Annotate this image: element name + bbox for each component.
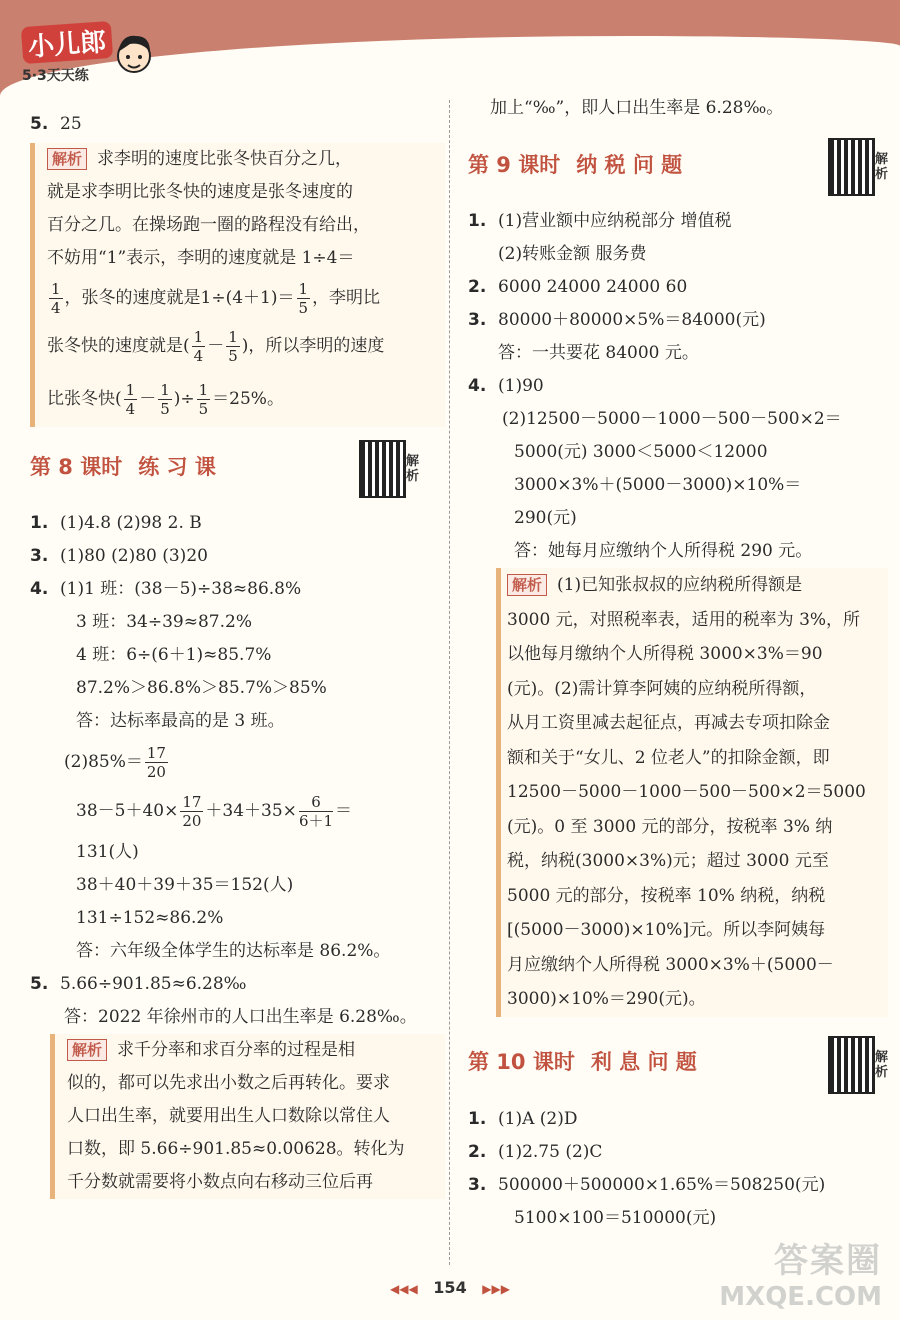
lesson-9-title bbox=[468, 133, 888, 197]
exp-line: (元)。0 至 3000 元的部分，按税率 3% 纳 bbox=[507, 816, 833, 837]
item-text: (1)80 (2)80 (3)20 bbox=[60, 546, 208, 566]
q4-explanation bbox=[496, 568, 888, 1017]
qr-code-icon[interactable] bbox=[361, 441, 419, 497]
brand bbox=[22, 24, 112, 85]
exp-line: (1)已知张叔叔的应纳税所得额是 bbox=[557, 575, 803, 595]
fraction: $\frac{1}{5}$ bbox=[228, 328, 238, 365]
exp-line: [(5000－3000)×10%]元。所以李阿姨每 bbox=[507, 920, 826, 940]
fraction: $\frac{1}{4}$ bbox=[193, 328, 204, 365]
explanation-tag: 解析 bbox=[507, 574, 547, 596]
item-text: (1)1 班：(38－5)÷38≈86.8% bbox=[60, 579, 302, 599]
exp-line: ，张冬的速度就是1÷(4＋1)＝ bbox=[64, 288, 295, 308]
item-number: 1. bbox=[468, 211, 487, 231]
answer-line: 87.2%＞86.8%＞85.7%＞85% bbox=[76, 678, 327, 698]
q5-answer: 25 bbox=[60, 114, 82, 134]
item-number: 2. bbox=[468, 1141, 487, 1162]
brand-subtitle: 5·3天天练 bbox=[22, 68, 89, 84]
left-column bbox=[30, 108, 445, 1199]
continued-line: 加上“‰”，即人口出生率是 6.28‰。 bbox=[490, 98, 784, 118]
lesson-number: 第 10 课时 bbox=[468, 1050, 575, 1074]
lesson-name: 纳 税 问 题 bbox=[576, 152, 683, 177]
item-number: 5. bbox=[30, 974, 49, 994]
answer-line: ＝ bbox=[335, 801, 353, 821]
answer-line: 38－5＋40× bbox=[76, 801, 179, 821]
answer-line: 131(人) bbox=[76, 842, 139, 862]
exp-line: 3000)×10%＝290(元)。 bbox=[507, 989, 706, 1009]
fraction: $\frac{1}{5}$ bbox=[198, 381, 209, 418]
qr-caption: 解析 bbox=[874, 152, 888, 182]
lesson-8-title bbox=[30, 435, 445, 499]
item-number: 1. bbox=[30, 513, 49, 533]
answer-line: 5000(元) 3000＜5000＜12000 bbox=[514, 442, 768, 462]
item-text: (1)4.8 (2)98 2. B bbox=[60, 513, 202, 533]
answer-line: (2)85%＝ bbox=[64, 752, 143, 772]
answer-line: 5100×100＝510000(元) bbox=[514, 1207, 717, 1228]
item-number: 3. bbox=[30, 546, 49, 566]
qr-code-icon[interactable] bbox=[830, 1037, 888, 1093]
explanation-tag: 解析 bbox=[67, 1039, 107, 1061]
exp-line: 求千分率和求百分率的过程是相 bbox=[117, 1040, 356, 1060]
fraction: $\frac{17}{20}$ bbox=[146, 744, 166, 781]
answer-line: 290(元) bbox=[514, 508, 577, 528]
next-arrows-icon[interactable]: ▶▶▶ bbox=[482, 1282, 510, 1296]
exp-line: 人口出生率，就要用出生人口数除以常住人 bbox=[67, 1106, 390, 1126]
q5-number: 5. bbox=[30, 114, 49, 134]
fraction: $\frac{1}{4}$ bbox=[125, 381, 136, 418]
right-column bbox=[468, 92, 888, 1235]
item-text: 80000＋80000×5%＝84000(元) bbox=[498, 310, 766, 330]
fraction: $\frac{1}{5}$ bbox=[160, 381, 170, 418]
answer-line: 38＋40＋39＋35＝152(人) bbox=[76, 875, 294, 895]
answer-line: 答：2022 年徐州市的人口出生率是 6.28‰。 bbox=[64, 1007, 417, 1027]
page-number: 154 bbox=[433, 1278, 467, 1297]
item-text: (2)转账金额 服务费 bbox=[498, 244, 647, 264]
exp-line: 以他每月缴纳个人所得税 3000×3%＝90 bbox=[507, 644, 823, 664]
lesson-name: 练 习 课 bbox=[138, 454, 216, 479]
exp-line: 不妨用“1”表示，李明的速度就是 1÷4＝ bbox=[47, 248, 355, 268]
mascot-icon bbox=[112, 30, 156, 80]
item-number: 4. bbox=[468, 376, 487, 396]
exp-line: 百分之几。在操场跑一圈的路程没有给出， bbox=[47, 215, 370, 235]
fraction: $\frac{1}{5}$ bbox=[298, 280, 309, 317]
exp-line: (元)。(2)需计算李阿姨的应纳税所得额， bbox=[507, 678, 817, 699]
item-number: 3. bbox=[468, 1174, 487, 1195]
exp-line: 税，纳税(3000×3%)元；超过 3000 元至 bbox=[507, 851, 829, 871]
item-text: 6000 24000 24000 60 bbox=[498, 277, 688, 297]
watermark bbox=[719, 1233, 882, 1312]
qr-caption: 解析 bbox=[874, 1049, 888, 1080]
qr-caption: 解析 bbox=[405, 454, 419, 484]
item-text: 5.66÷901.85≈6.28‰ bbox=[60, 974, 247, 994]
exp-line: 张冬快的速度就是 bbox=[47, 336, 183, 356]
fraction: $\frac{1}{4}$ bbox=[51, 280, 61, 317]
lesson-number: 第 9 课时 bbox=[468, 152, 561, 177]
qr-code-icon[interactable] bbox=[830, 139, 888, 195]
fraction: $\frac{17}{20}$ bbox=[182, 793, 202, 830]
answer-line: ＋34＋35× bbox=[205, 801, 297, 821]
exp-line: 月应缴纳个人所得税 3000×3%＋(5000－ bbox=[507, 954, 834, 975]
lesson-name: 利 息 问 题 bbox=[590, 1050, 697, 1074]
answer-line: 答：达标率最高的是 3 班。 bbox=[76, 711, 285, 731]
exp-line: 比张冬快 bbox=[47, 389, 115, 409]
lesson-number: 第 8 课时 bbox=[30, 454, 123, 479]
item-text: (1)A (2)D bbox=[498, 1108, 578, 1129]
answer-line: 答：她每月应缴纳个人所得税 290 元。 bbox=[514, 541, 813, 561]
watermark-line: MXQE.COM bbox=[719, 1282, 882, 1312]
brand-logo: 小儿郎 bbox=[21, 21, 113, 64]
item-text: 答：一共要花 84000 元。 bbox=[498, 343, 699, 363]
exp-line: 口数，即 5.66÷901.85≈0.00628。转化为 bbox=[67, 1139, 405, 1159]
exp-line: ＝25%。 bbox=[212, 389, 284, 409]
item-number: 1. bbox=[468, 1108, 487, 1129]
explanation-tag: 解析 bbox=[47, 148, 87, 170]
exp-line: ，李明比 bbox=[312, 288, 381, 308]
q5b-explanation bbox=[50, 1034, 445, 1199]
exp-line: 3000 元，对照税率表，适用的税率为 3%，所 bbox=[507, 609, 861, 630]
watermark-line: 答案圈 bbox=[774, 1241, 882, 1281]
q5-explanation: 解析 求李明的速度比张冬快百分之几， 就是求李明比张冬快的速度是张冬速度的 百分之几。在操场跑一圈的路程没有给出， 不妨用“1”表示，李明的速度就是 1÷4＝ $\frac{1}{4}$ ，张冬的速度就是1÷(4＋1)＝ $\frac{1}{5}$ ，李明比 张冬快的速度就是( $\frac{1}{4}$ － $\frac{1}{5}$ )，所以李明的速度 比张冬快( $\frac{1}{4}$ － $\frac{1}{5}$ )÷ $\frac{1}{5}$ ＝25%。 bbox=[30, 143, 445, 427]
exp-line: 12500－5000－1000－500－500×2＝5000 bbox=[507, 782, 866, 802]
item-text: (1)2.75 (2)C bbox=[498, 1141, 603, 1162]
prev-arrows-icon[interactable]: ◀◀◀ bbox=[390, 1282, 418, 1296]
item-number: 3. bbox=[468, 310, 487, 330]
item-text: (1)90 bbox=[498, 376, 544, 396]
answer-line: (2)12500－5000－1000－500－500×2＝ bbox=[502, 409, 842, 429]
exp-line: 千分数就需要将小数点向右移动三位后再 bbox=[67, 1172, 373, 1192]
item-number: 4. bbox=[30, 579, 49, 599]
answer-line: 3000×3%＋(5000－3000)×10%＝ bbox=[514, 475, 802, 495]
exp-line: 从月工资里减去起征点，再减去专项扣除金 bbox=[507, 713, 830, 733]
lesson-10-title bbox=[468, 1031, 888, 1095]
answer-line: 3 班：34÷39≈87.2% bbox=[76, 612, 252, 632]
exp-line: 就是求李明比张冬快的速度是张冬速度的 bbox=[47, 182, 353, 202]
column-divider bbox=[449, 100, 450, 1265]
item-number: 2. bbox=[468, 277, 487, 297]
fraction: $\frac{6}{6+1}$ bbox=[298, 793, 334, 830]
exp-line: 似的，都可以先求出小数之后再转化。要求 bbox=[67, 1073, 390, 1093]
exp-line: 额和关于“女儿、2 位老人”的扣除金额，即 bbox=[507, 747, 830, 768]
exp-line: 求李明的速度比张冬快百分之几， bbox=[97, 149, 353, 169]
exp-line: 5000 元的部分，按税率 10% 纳税，纳税 bbox=[507, 885, 826, 906]
item-text: (1)营业额中应纳税部分 增值税 bbox=[498, 211, 732, 231]
answer-line: 答：六年级全体学生的达标率是 86.2%。 bbox=[76, 941, 391, 961]
answer-line: 4 班：6÷(6＋1)≈85.7% bbox=[76, 645, 272, 665]
item-text: 500000＋500000×1.65%＝508250(元) bbox=[498, 1174, 826, 1195]
exp-line: ，所以李明的速度 bbox=[248, 336, 385, 356]
answer-line: 131÷152≈86.2% bbox=[76, 908, 224, 928]
